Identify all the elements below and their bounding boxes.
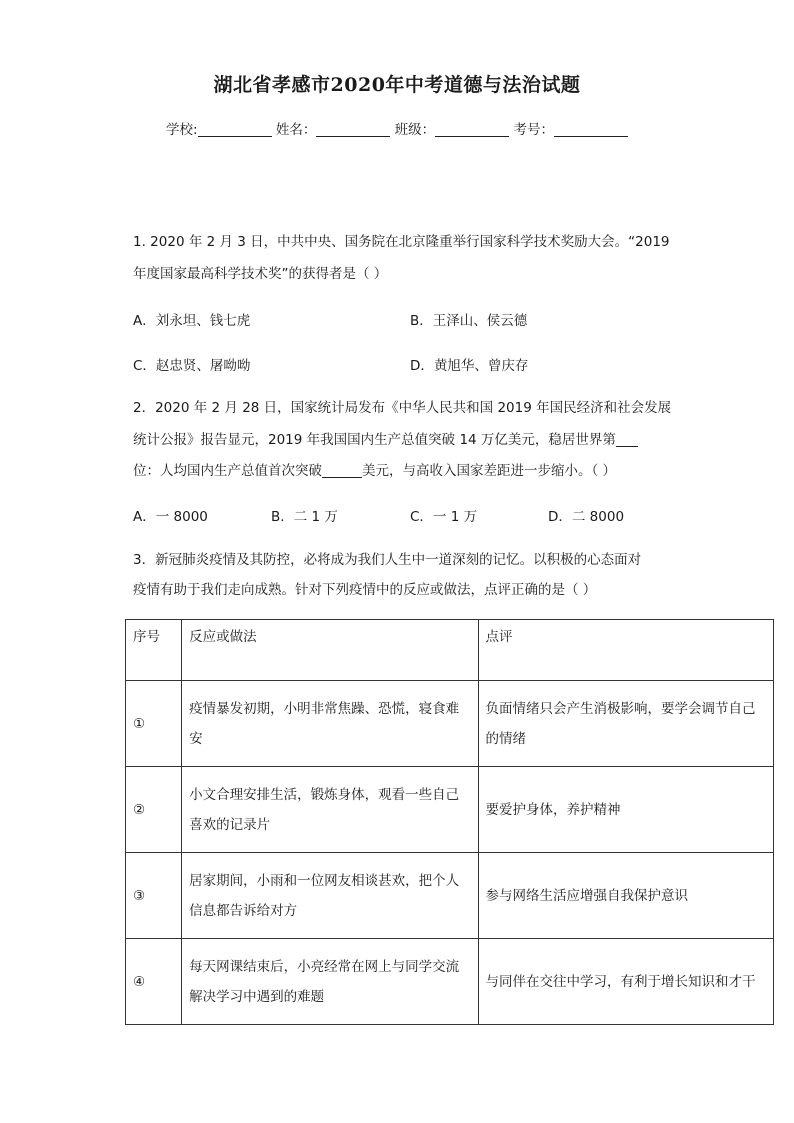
row-action (182, 853, 478, 939)
name-label: 姓名： (275, 122, 317, 138)
row-action-line1: 小文合理安排生活，锻炼身体，观看一些自己 (189, 786, 460, 803)
header-no: 序号 (126, 620, 182, 681)
q2-blank-1 (616, 432, 638, 447)
q2-option-c[interactable]: C．一 1 万 (410, 509, 478, 525)
q2-blank-2 (322, 463, 362, 478)
q1-option-d[interactable]: D．黄旭华、曾庆存 (410, 358, 529, 374)
q1-option-c[interactable]: C．赵忠贤、屠呦呦 (133, 358, 251, 374)
row-action-line1: 疫情暴发初期，小明非常焦躁、恐慌，寝食难 (189, 700, 460, 717)
q2-option-b[interactable]: B．二 1 万 (271, 509, 338, 525)
row-no: ③ (126, 853, 182, 939)
name-blank[interactable] (316, 122, 390, 137)
row-action (182, 681, 478, 767)
row-comment: 与同伴在交往中学习，有利于增长知识和才干 (478, 939, 773, 1025)
q1-option-a[interactable]: A．刘永坦、钱七虎 (133, 313, 251, 329)
row-action (182, 767, 478, 853)
row-comment: 参与网络生活应增强自我保护意识 (478, 853, 773, 939)
q2-stem-line2-row (133, 430, 663, 450)
row-no: ④ (126, 939, 182, 1025)
row-action-line2: 安 (189, 730, 203, 747)
q3-table (125, 619, 774, 1025)
table-row (126, 853, 774, 939)
q2-stem-line3b: 美元，与高收入国家差距进一步缩小。（ ） (362, 463, 617, 479)
class-blank[interactable] (435, 122, 509, 137)
q3-stem-line2: 疫情有助于我们走向成熟。针对下列疫情中的反应或做法，点评正确的是（ ） (133, 582, 597, 598)
exam-no-blank[interactable] (554, 122, 628, 137)
row-comment-line2: 的情绪 (485, 730, 527, 747)
row-action-line2: 信息都告诉给对方 (189, 902, 298, 919)
q2-stem-line3a: 位：人均国内生产总值首次突破 (133, 463, 322, 479)
row-action (182, 939, 478, 1025)
header-action: 反应或做法 (182, 620, 478, 681)
school-blank[interactable] (198, 122, 272, 137)
q2-stem-line3 (133, 461, 663, 481)
page-title: 湖北省孝感市2020年中考道德与法治试题 (213, 74, 581, 96)
school-label: 学校: (166, 122, 198, 138)
q3-stem-line1: 3．新冠肺炎疫情及其防控，必将成为我们人生中一道深刻的记忆。以积极的心态面对 (133, 552, 642, 568)
row-action-line1: 居家期间，小雨和一位网友相谈甚欢，把个人 (189, 872, 460, 889)
q1-stem-line2: 年度国家最高科学技术奖”的获得者是（ ） (133, 266, 388, 282)
table-header-row (126, 620, 774, 681)
student-info-row (0, 118, 794, 138)
row-comment (478, 681, 773, 767)
class-label: 班级： (394, 122, 436, 138)
table-row (126, 939, 774, 1025)
q2-option-d[interactable]: D．二 8000 (548, 509, 625, 525)
table-row (126, 767, 774, 853)
q2-stem-line1: 2．2020 年 2 月 28 日，国家统计局发布《中华人民共和国 2019 年国民经济和社会发展 (133, 400, 672, 416)
header-comment: 点评 (478, 620, 773, 681)
q2-stem-line2: 统计公报》报告显元，2019 年我国国内生产总值突破 14 万亿美元，稳居世界第 (133, 432, 616, 448)
exam-no-label: 考号： (513, 122, 554, 138)
row-action-line2: 喜欢的记录片 (189, 816, 271, 833)
q1-option-b[interactable]: B．王泽山、侯云德 (410, 313, 528, 329)
table-row (126, 681, 774, 767)
q2-option-a[interactable]: A．一 8000 (133, 509, 208, 525)
row-no: ① (126, 681, 182, 767)
row-comment: 要爱护身体，养护精神 (478, 767, 773, 853)
row-action-line2: 解决学习中遇到的难题 (189, 988, 325, 1005)
row-comment-line1: 负面情绪只会产生消极影响，要学会调节自己 (485, 700, 756, 717)
row-no: ② (126, 767, 182, 853)
row-action-line1: 每天网课结束后，小亮经常在网上与同学交流 (189, 958, 460, 975)
q1-stem-line1: 1. 2020 年 2 月 3 日，中共中央、国务院在北京隆重举行国家科学技术奖励大会。“2019 (133, 234, 670, 250)
